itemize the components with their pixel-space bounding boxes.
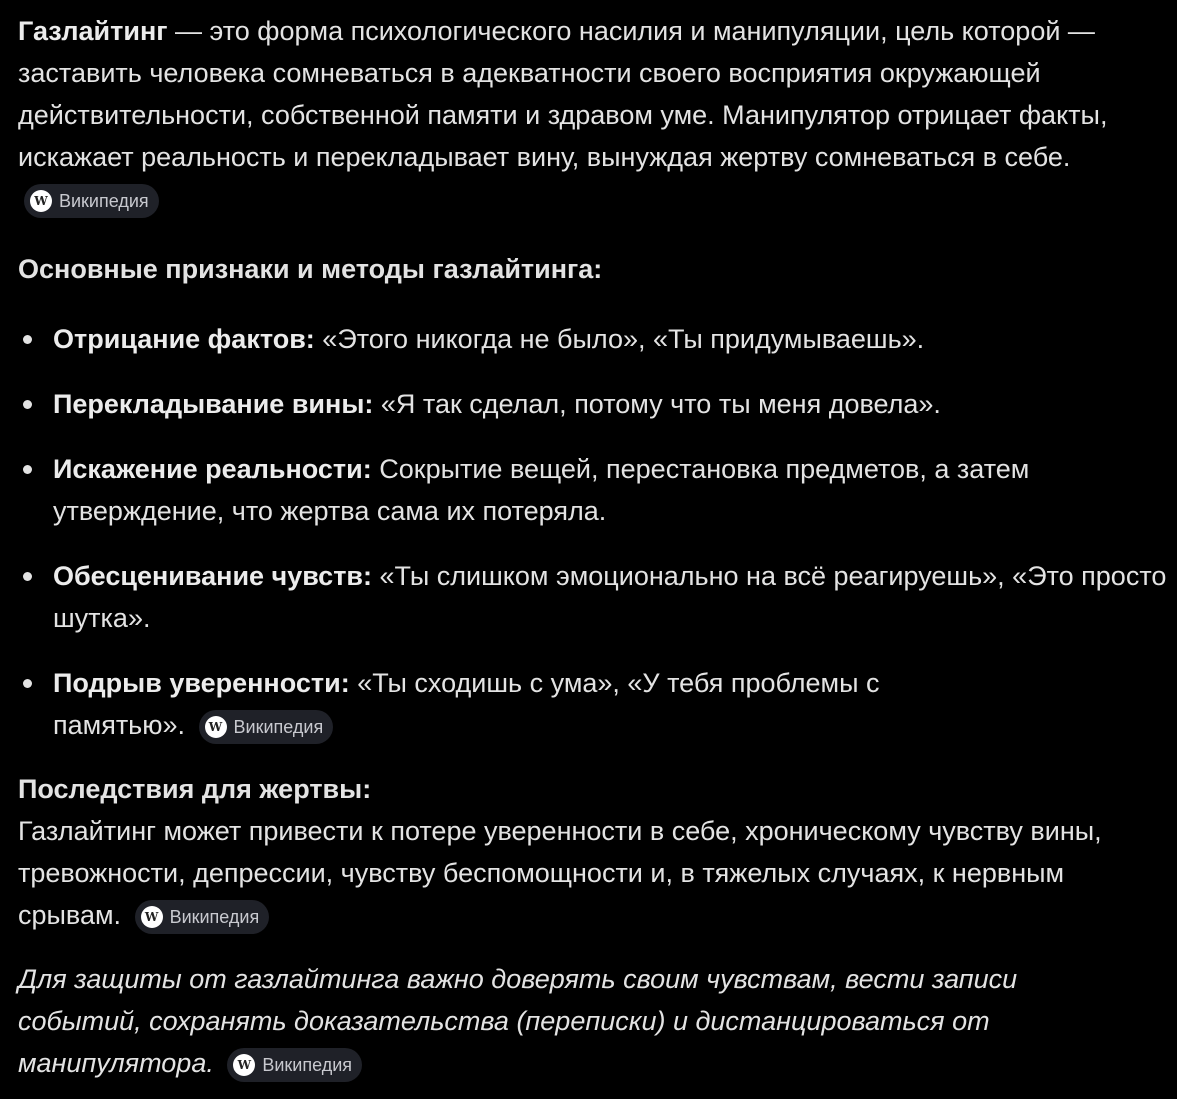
list-item-title: Обесценивание чувств:: [53, 561, 373, 591]
list-item: [18, 383, 1168, 425]
list-item-title: Перекладывание вины:: [53, 389, 374, 419]
list-item-text: «Ты сходишь с ума», «У тебя проблемы с памятью».: [53, 668, 880, 740]
list-item-title: Искажение реальности:: [53, 454, 372, 484]
list-item-title: Отрицание фактов:: [53, 324, 315, 354]
list-item-text: «Ты слишком эмоционально на всё реагируешь», «Это просто шутка».: [53, 561, 1167, 633]
wikipedia-icon: W: [205, 716, 227, 738]
intro-text: — это форма психологического насилия и манипуляции, цель которой — заставить человека сомневаться в адекватности своего восприятия окружающей действительности, собственной памяти и здравом уме. Манипулятор отрицает факты, искажает реальность и перекладывает вину, вынуждая жертву сомневаться в себе.: [18, 16, 1108, 172]
list-item-text: Сокрытие вещей, перестановка предметов, а затем утверждение, что жертва сама их потеряла.: [53, 454, 1030, 526]
source-chip-wikipedia[interactable]: [199, 710, 334, 744]
intro-term: Газлайтинг: [18, 16, 168, 46]
list-item: [18, 318, 1168, 360]
list-item: [18, 555, 1168, 639]
bullet-icon: [23, 465, 32, 474]
signs-list: [18, 318, 1168, 746]
source-chip-label: Википедия: [233, 717, 324, 737]
intro-paragraph: [18, 10, 1168, 220]
list-item-title: Подрыв уверенности:: [53, 668, 350, 698]
consequences-text: Газлайтинг может привести к потере уверенности в себе, хроническому чувству вины, тревожности, депрессии, чувству беспомощности и, в тяжелых случаях, к нервным срывам.: [18, 816, 1102, 930]
consequences-paragraph: [18, 810, 1168, 936]
bullet-icon: [23, 679, 32, 688]
consequences-heading: Последствия для жертвы:: [18, 774, 372, 804]
list-item: [18, 662, 1168, 746]
wikipedia-icon: W: [141, 906, 163, 928]
signs-heading: Основные признаки и методы газлайтинга:: [18, 254, 603, 284]
list-item-text: «Этого никогда не было», «Ты придумываешь».: [314, 324, 925, 354]
advice-text: Для защиты от газлайтинга важно доверять своим чувствам, вести записи событий, сохранять доказательства (переписки) и дистанцироваться от манипулятора.: [18, 964, 1018, 1078]
wikipedia-icon: W: [233, 1054, 255, 1076]
list-item-text: «Я так сделал, потому что ты меня довела».: [373, 389, 941, 419]
source-chip-wikipedia[interactable]: [135, 900, 270, 934]
bullet-icon: [23, 572, 32, 581]
source-chip-wikipedia[interactable]: [227, 1048, 362, 1082]
advice-paragraph: [18, 958, 1168, 1084]
answer-content: [18, 10, 1168, 1084]
source-chip-label: Википедия: [59, 191, 149, 211]
wikipedia-icon: W: [30, 190, 52, 212]
bullet-icon: [23, 400, 32, 409]
source-chip-wikipedia[interactable]: [24, 184, 159, 218]
source-chip-label: Википедия: [262, 1055, 353, 1075]
source-chip-label: Википедия: [169, 907, 260, 927]
list-item: [18, 448, 1168, 532]
bullet-icon: [23, 335, 32, 344]
